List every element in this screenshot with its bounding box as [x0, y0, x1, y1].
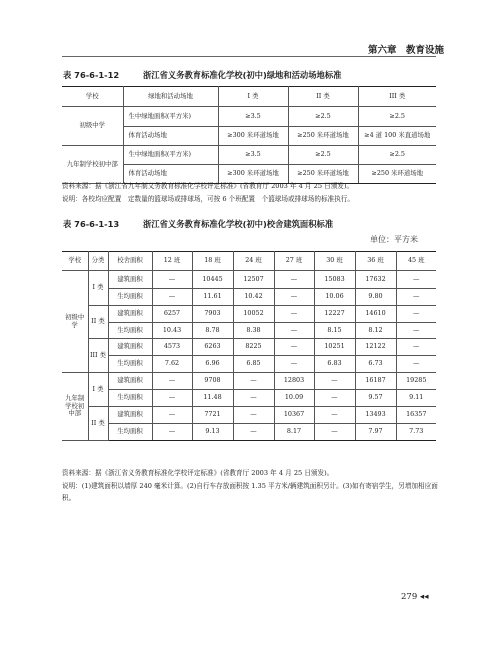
table1-header-row — [62, 87, 436, 107]
table2-value-cell: 6257 — [152, 306, 192, 323]
table2-col-header: 24 班 — [233, 252, 274, 271]
table1-value-cell: ≥2.5 — [358, 107, 436, 127]
table2-metric-cell: 建筑面积 — [108, 271, 152, 289]
building-area-standards-table — [62, 251, 436, 441]
table2-value-cell: 9708 — [192, 373, 233, 390]
table1-value-cell: ≥2.5 — [288, 146, 358, 165]
table2-value-cell: — — [152, 407, 192, 424]
table2-value-cell: 9.11 — [396, 390, 436, 407]
table2-value-cell: — — [396, 339, 436, 356]
table2-value-cell: — — [314, 373, 355, 390]
table2-value-cell: 16187 — [355, 373, 396, 390]
table2-value-cell: 6263 — [192, 339, 233, 356]
table2-col-header: 27 班 — [274, 252, 314, 271]
table2-col-header: 30 班 — [314, 252, 355, 271]
table2-value-cell: 11.61 — [192, 289, 233, 306]
table2-value-cell: — — [233, 373, 274, 390]
table1-col-header: II 类 — [288, 87, 358, 107]
table2-value-cell: 19285 — [396, 373, 436, 390]
table2-metric-cell: 建筑面积 — [108, 339, 152, 356]
table2-value-cell: 13493 — [355, 407, 396, 424]
table1-value-cell: ≥2.5 — [358, 146, 436, 165]
table2-title: 浙江省义务教育标准化学校(初中)校舍建筑面积标准 — [143, 219, 334, 229]
table2-value-cell: — — [233, 407, 274, 424]
table2-value-cell: 8.15 — [314, 323, 355, 339]
table1-col-header: III 类 — [358, 87, 436, 107]
table2-value-cell: — — [152, 271, 192, 289]
table1-value-cell: ≥300 米环道场地 — [218, 165, 288, 184]
page-number: 279 ◂◂ — [401, 592, 429, 602]
table2-value-cell: — — [314, 424, 355, 441]
table2-metric-cell: 生均面积 — [108, 356, 152, 373]
table1-col-header: 绿地和活动场地 — [123, 87, 218, 107]
table1-note: 说明：各校均应配置 定数量的篮球场或排球场，可按 6 个班配置 个篮球场或排球场的标准执行。 — [62, 195, 354, 203]
table2-value-cell: 14610 — [355, 306, 396, 323]
table2-metric-cell: 建筑面积 — [108, 407, 152, 424]
table2-value-cell: 8.38 — [233, 323, 274, 339]
table2-value-cell: 7903 — [192, 306, 233, 323]
table2-class-cell: II 类 — [88, 407, 108, 441]
table2-value-cell: — — [233, 424, 274, 441]
table2-value-cell: 6.83 — [314, 356, 355, 373]
table2-value-cell: 9.80 — [355, 289, 396, 306]
table1-item-cell: 生中绿地面积(平方米) — [123, 107, 218, 127]
table1-item-cell: 体育活动场地 — [123, 127, 218, 146]
table2-unit: 单位：平方米 — [370, 235, 418, 244]
table2-value-cell: 4573 — [152, 339, 192, 356]
table2-value-cell: 7.62 — [152, 356, 192, 373]
green-space-standards-table — [62, 86, 436, 184]
table2-value-cell: 8.17 — [274, 424, 314, 441]
table1-item-cell: 生中绿地面积(平方米) — [123, 146, 218, 165]
table-row — [62, 107, 436, 127]
table1-value-cell: ≥250 米环道场地 — [358, 165, 436, 184]
table1-col-header: I 类 — [218, 87, 288, 107]
table2-value-cell: 10.06 — [314, 289, 355, 306]
table2-col-header: 校舍面积 — [108, 252, 152, 271]
table2-value-cell: — — [396, 356, 436, 373]
table1-value-cell: ≥3.5 — [218, 146, 288, 165]
table2-value-cell: — — [152, 390, 192, 407]
table-row — [62, 339, 436, 356]
table2-value-cell: 8.12 — [355, 323, 396, 339]
table-row — [62, 146, 436, 165]
table2-metric-cell: 建筑面积 — [108, 373, 152, 390]
table2-value-cell: 6.85 — [233, 356, 274, 373]
table2-col-header: 学校 — [62, 252, 88, 271]
table2-value-cell: 16357 — [396, 407, 436, 424]
table2-value-cell: 12507 — [233, 271, 274, 289]
table2-value-cell: 10052 — [233, 306, 274, 323]
table2-col-header: 分类 — [88, 252, 108, 271]
table2-value-cell: — — [314, 407, 355, 424]
table2-value-cell: — — [274, 339, 314, 356]
table2-value-cell: 12803 — [274, 373, 314, 390]
table-row — [62, 356, 436, 373]
table2-value-cell: 7.97 — [355, 424, 396, 441]
table2-value-cell: 15083 — [314, 271, 355, 289]
table1-value-cell: ≥2.5 — [288, 107, 358, 127]
table1-value-cell: ≥250 米环道场地 — [288, 127, 358, 146]
table2-school-cell: 九年制学校初中部 — [62, 373, 88, 441]
table2-metric-cell: 生均面积 — [108, 424, 152, 441]
table2-value-cell: 7721 — [192, 407, 233, 424]
table2-value-cell: 12122 — [355, 339, 396, 356]
table2-value-cell: — — [274, 271, 314, 289]
table-row — [62, 390, 436, 407]
table2-value-cell: 12227 — [314, 306, 355, 323]
table2-metric-cell: 生均面积 — [108, 289, 152, 306]
table2-value-cell: — — [396, 271, 436, 289]
table-row — [62, 306, 436, 323]
table2-value-cell: 7.73 — [396, 424, 436, 441]
table2-value-cell: — — [396, 306, 436, 323]
table-row — [62, 289, 436, 306]
header-rule — [62, 56, 436, 57]
table2-class-cell: I 类 — [88, 271, 108, 306]
table-row — [62, 373, 436, 390]
table2-value-cell: — — [152, 424, 192, 441]
table2-value-cell: 10.42 — [233, 289, 274, 306]
table-row — [62, 271, 436, 289]
table-row — [62, 323, 436, 339]
table2-note: 说明：(1)建筑面积以墙厚 240 毫米计算。(2)自行车存放面积按 1.35 平方米/辆建筑面积另计。(3)如有寄宿学生，另增加相应面积。 — [62, 482, 438, 502]
table2-school-cell: 初级中学 — [62, 271, 88, 373]
table2-source: 资料来源：据《浙江省义务教育标准化学校评定标准》(省教育厅 2003 年 4 月 25 日颁发)。 — [62, 469, 334, 477]
table-row — [62, 407, 436, 424]
table2-header-row — [62, 252, 436, 271]
table2-value-cell: — — [314, 390, 355, 407]
table1-col-header: 学校 — [62, 87, 123, 107]
table2-value-cell: 11.48 — [192, 390, 233, 407]
table2-col-header: 36 班 — [355, 252, 396, 271]
chapter-header: 第六章 教育设施 — [368, 45, 445, 56]
table2-class-cell: III 类 — [88, 339, 108, 373]
table1-school-cell: 初级中学 — [62, 107, 123, 146]
table2-value-cell: — — [396, 323, 436, 339]
table2-metric-cell: 生均面积 — [108, 390, 152, 407]
table2-value-cell: — — [274, 323, 314, 339]
table2-value-cell: — — [274, 356, 314, 373]
table2-col-header: 18 班 — [192, 252, 233, 271]
table1-source: 资料来源：据《浙江省九年制义务教育标准化学校评定标准》(省教育厅 2003 年 4 月 25 日颁发)。 — [62, 182, 354, 190]
table2-value-cell: — — [396, 289, 436, 306]
table2-value-cell: 9.13 — [192, 424, 233, 441]
table2-value-cell: 8.78 — [192, 323, 233, 339]
table1-value-cell: ≥4 道 100 米直道场地 — [358, 127, 436, 146]
table2-class-cell: I 类 — [88, 373, 108, 407]
table1-item-cell: 体育活动场地 — [123, 165, 218, 184]
table1-caption — [63, 69, 341, 81]
table2-value-cell: 10367 — [274, 407, 314, 424]
table2-value-cell: — — [274, 306, 314, 323]
table2-value-cell: — — [152, 289, 192, 306]
table2-value-cell: 10251 — [314, 339, 355, 356]
table2-metric-cell: 生均面积 — [108, 323, 152, 339]
table1-value-cell: ≥300 米环道场地 — [218, 127, 288, 146]
table2-col-header: 45 班 — [396, 252, 436, 271]
table1-value-cell: ≥3.5 — [218, 107, 288, 127]
table2-value-cell: — — [233, 390, 274, 407]
table2-number: 表 76-6-1-13 — [63, 219, 120, 229]
table1-value-cell: ≥250 米环道场地 — [288, 165, 358, 184]
table1-school-cell: 九年制学校初中部 — [62, 146, 123, 184]
table2-value-cell: 8225 — [233, 339, 274, 356]
table2-value-cell: 9.57 — [355, 390, 396, 407]
table2-metric-cell: 建筑面积 — [108, 306, 152, 323]
table1-title: 浙江省义务教育标准化学校(初中)绿地和活动场地标准 — [143, 70, 342, 80]
table2-value-cell: 6.96 — [192, 356, 233, 373]
table2-value-cell: 10445 — [192, 271, 233, 289]
table2-value-cell: 17632 — [355, 271, 396, 289]
table1-number: 表 76-6-1-12 — [63, 70, 120, 80]
table2-value-cell: 10.43 — [152, 323, 192, 339]
table2-col-header: 12 班 — [152, 252, 192, 271]
table-row — [62, 424, 436, 441]
table2-class-cell: II 类 — [88, 306, 108, 339]
table2-value-cell: — — [274, 289, 314, 306]
table2-value-cell: 6.73 — [355, 356, 396, 373]
table2-caption — [63, 218, 333, 230]
table2-value-cell: 10.09 — [274, 390, 314, 407]
table2-value-cell: — — [152, 373, 192, 390]
